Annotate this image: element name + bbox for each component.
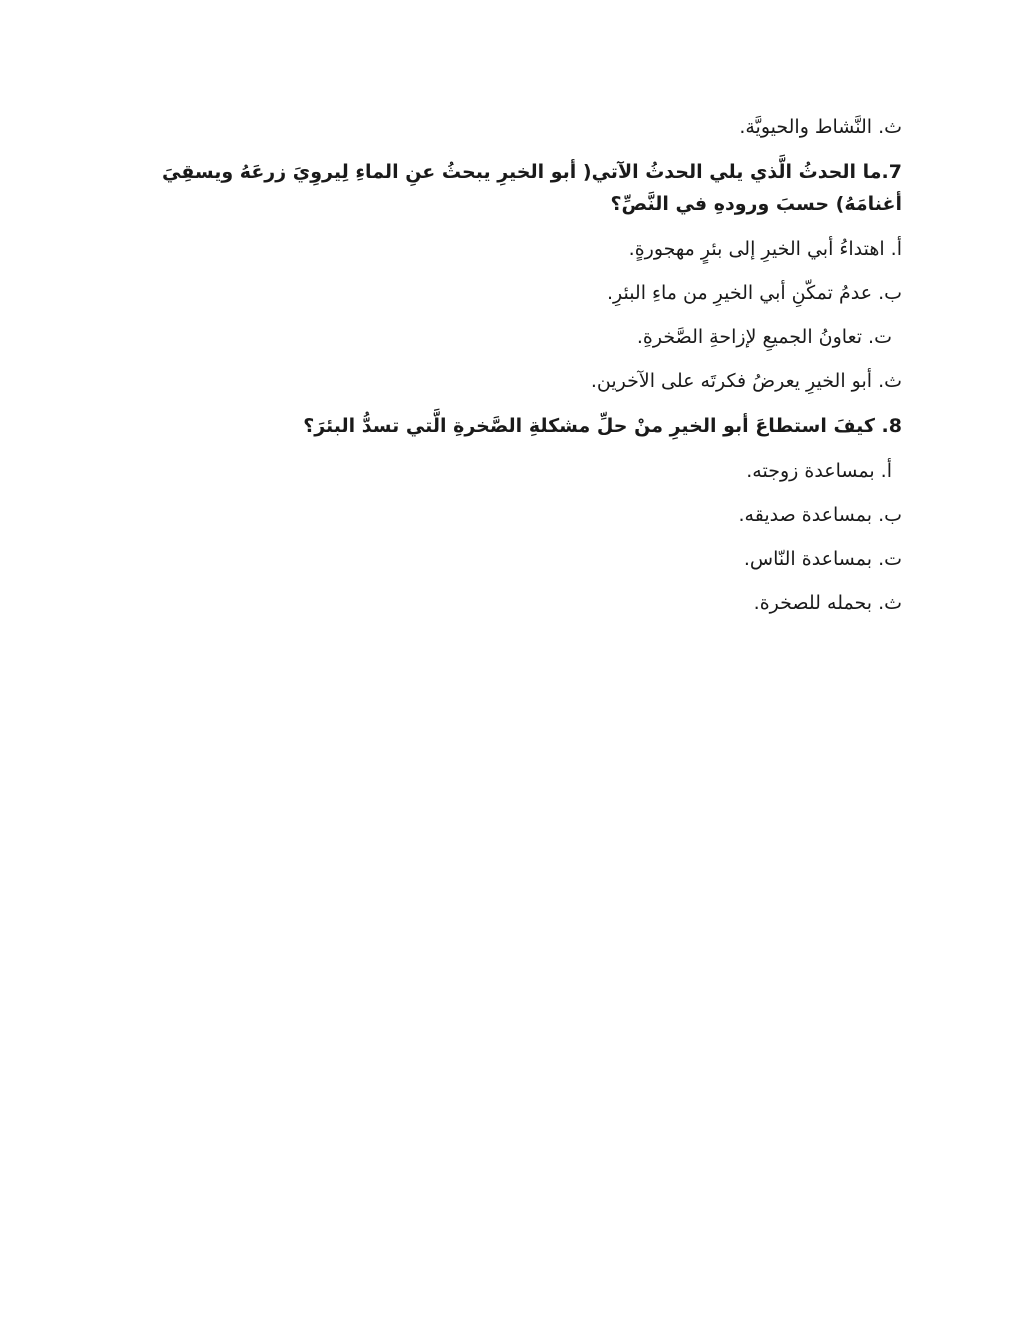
answer-option-th: ث. بحمله للصخرة. bbox=[753, 592, 902, 614]
answer-option-th: ث. أبو الخيرِ يعرضُ فكرتَه على الآخرين. bbox=[590, 370, 902, 392]
question-8: 8. كيفَ استطاعَ أبو الخيرِ منْ حلِّ مشكلةِ الصَّخرةِ الَّتي تسدُّ البئرَ؟ bbox=[303, 415, 902, 437]
answer-option-t: ت. بمساعدة النّاس. bbox=[743, 548, 902, 570]
question-list bbox=[140, 112, 902, 632]
answer-option-c-prev: ث. النَّشاط والحيويَّة. bbox=[739, 116, 902, 138]
answer-option-t: ت. تعاونُ الجميعِ لإزاحةِ الصَّخرةِ. bbox=[636, 326, 892, 348]
answer-option-b: ب. بمساعدة صديقه. bbox=[738, 504, 902, 526]
answer-option-a: أ. بمساعدة زوجته. bbox=[746, 460, 892, 482]
question-7: 7.ما الحدثُ الَّذي يلي الحدثُ الآتي( أبو الخيرِ يبحثُ عنِ الماءِ لِيروِيَ زرعَهُ ويسقِيَ أغنامَهُ) حسبَ ورودهِ في النَّصِّ؟ bbox=[162, 161, 902, 215]
answer-option-a: أ. اهتداءُ أبي الخيرِ إلى بئرٍ مهجورةٍ. bbox=[628, 238, 902, 260]
answer-option-b: ب. عدمُ تمكّنِ أبي الخيرِ من ماءِ البئرِ. bbox=[606, 282, 902, 304]
